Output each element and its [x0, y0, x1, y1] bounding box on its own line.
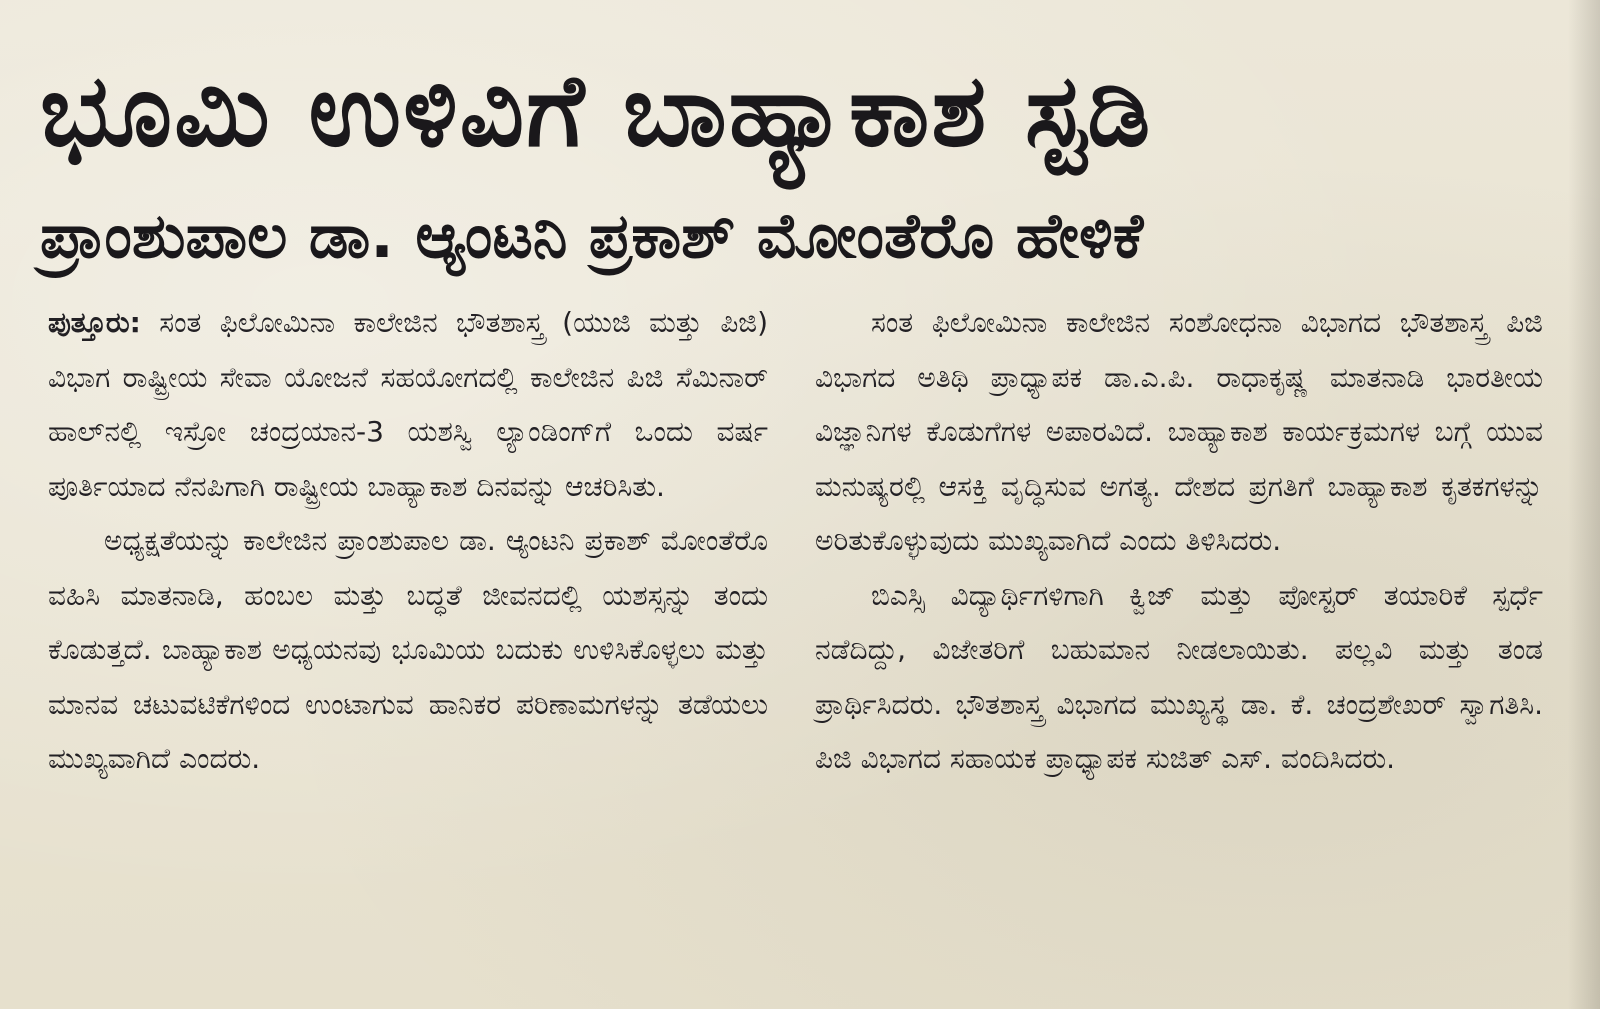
article-paragraph: ಸಂತ ಫಿಲೋಮಿನಾ ಕಾಲೇಜಿನ ಸಂಶೋಧನಾ ವಿಭಾಗದ ಭೌತಶಾಸ್ತ್ರ ಪಿಜಿ ವಿಭಾಗದ ಅತಿಥಿ ಪ್ರಾಧ್ಯಾಪಕ ಡಾ.ಎ.ಪಿ. ರಾಧಾಕೃಷ್ಣ ಮಾತನಾಡಿ ಭಾರತೀಯ ವಿಜ್ಞಾನಿಗಳ ಕೊಡುಗೆಗಳ ಅಪಾರವಿದೆ. ಬಾಹ್ಯಾಕಾಶ ಕಾರ್ಯಕ್ರಮಗಳ ಬಗ್ಗೆ ಯುವ ಮನುಷ್ಯರಲ್ಲಿ ಆಸಕ್ತಿ ವೃದ್ಧಿಸುವ ಅಗತ್ಯ. ದೇಶದ ಪ್ರಗತಿಗೆ ಬಾಹ್ಯಾಕಾಶ ಕೃತಕಗಳನ್ನು ಅರಿತುಕೊಳ್ಳುವುದು ಮುಖ್ಯವಾಗಿದೆ ಎಂದು ತಿಳಿಸಿದರು.	[815, 306, 1543, 557]
article-paragraph: ಅಧ್ಯಕ್ಷತೆಯನ್ನು ಕಾಲೇಜಿನ ಪ್ರಾಂಶುಪಾಲ ಡಾ. ಆ್ಯಂಟನಿ ಪ್ರಕಾಶ್ ಮೋಂತೆರೊ ವಹಿಸಿ ಮಾತನಾಡಿ, ಹಂಬಲ ಮತ್ತು ಬದ್ಧತೆ ಜೀವನದಲ್ಲಿ ಯಶಸ್ಸನ್ನು ತಂದು ಕೊಡುತ್ತದೆ. ಬಾಹ್ಯಾಕಾಶ ಅಧ್ಯಯನವು ಭೂಮಿಯ ಬದುಕು ಉಳಿಸಿಕೊಳ್ಳಲು ಮತ್ತು ಮಾನವ ಚಟುವಟಿಕೆಗಳಿಂದ ಉಂಟಾಗುವ ಹಾನಿಕರ ಪರಿಣಾಮಗಳನ್ನು ತಡೆಯಲು ಮುಖ್ಯವಾಗಿದೆ ಎಂದರು.	[48, 524, 768, 775]
article-column-left	[48, 296, 768, 787]
article-column-right	[815, 296, 1543, 787]
subheadline: ಪ್ರಾಂಶುಪಾಲ ಡಾ. ಆ್ಯಂಟನಿ ಪ್ರಕಾಶ್ ಮೋಂತೆರೊ ಹೇಳಿಕೆ	[40, 199, 1144, 272]
clipping-edge-shadow	[1568, 0, 1600, 1009]
headline: ಭೂಮಿ ಉಳಿವಿಗೆ ಬಾಹ್ಯಾಕಾಶ ಸ್ಟಡಿ	[40, 52, 1153, 169]
article-paragraph	[48, 296, 768, 514]
dateline: ಪುತ್ತೂರು:	[48, 306, 141, 339]
article-paragraph: ಬಿಎಸ್ಸಿ ವಿದ್ಯಾರ್ಥಿಗಳಿಗಾಗಿ ಕ್ವಿಜ್ ಮತ್ತು ಪೋಸ್ಟರ್ ತಯಾರಿಕೆ ಸ್ಪರ್ಧೆ ನಡೆದಿದ್ದು, ವಿಜೇತರಿಗೆ ಬಹುಮಾನ ನೀಡಲಾಯಿತು. ಪಲ್ಲವಿ ಮತ್ತು ತಂಡ ಪ್ರಾರ್ಥಿಸಿದರು. ಭೌತಶಾಸ್ತ್ರ ವಿಭಾಗದ ಮುಖ್ಯಸ್ಥ ಡಾ. ಕೆ. ಚಂದ್ರಶೇಖರ್ ಸ್ವಾಗತಿಸಿ. ಪಿಜಿ ವಿಭಾಗದ ಸಹಾಯಕ ಪ್ರಾಧ್ಯಾಪಕ ಸುಜಿತ್ ಎಸ್. ವಂದಿಸಿದರು.	[815, 578, 1543, 775]
paragraph-text: ಸಂತ ಫಿಲೋಮಿನಾ ಕಾಲೇಜಿನ ಭೌತಶಾಸ್ತ್ರ (ಯುಜಿ ಮತ್ತು ಪಿಜಿ) ವಿಭಾಗ ರಾಷ್ಟ್ರೀಯ ಸೇವಾ ಯೋಜನೆ ಸಹಯೋಗದಲ್ಲಿ ಕಾಲೇಜಿನ ಪಿಜಿ ಸೆಮಿನಾರ್ ಹಾಲ್‌ನಲ್ಲಿ ಇಸ್ರೋ ಚಂದ್ರಯಾನ-3 ಯಶಸ್ವಿ ಲ್ಯಾಂಡಿಂಗ್‌ಗೆ ಒಂದು ವರ್ಷ ಪೂರ್ತಿಯಾದ ನೆನಪಿಗಾಗಿ ರಾಷ್ಟ್ರೀಯ ಬಾಹ್ಯಾಕಾಶ ದಿನವನ್ನು ಆಚರಿಸಿತು.	[48, 306, 769, 503]
